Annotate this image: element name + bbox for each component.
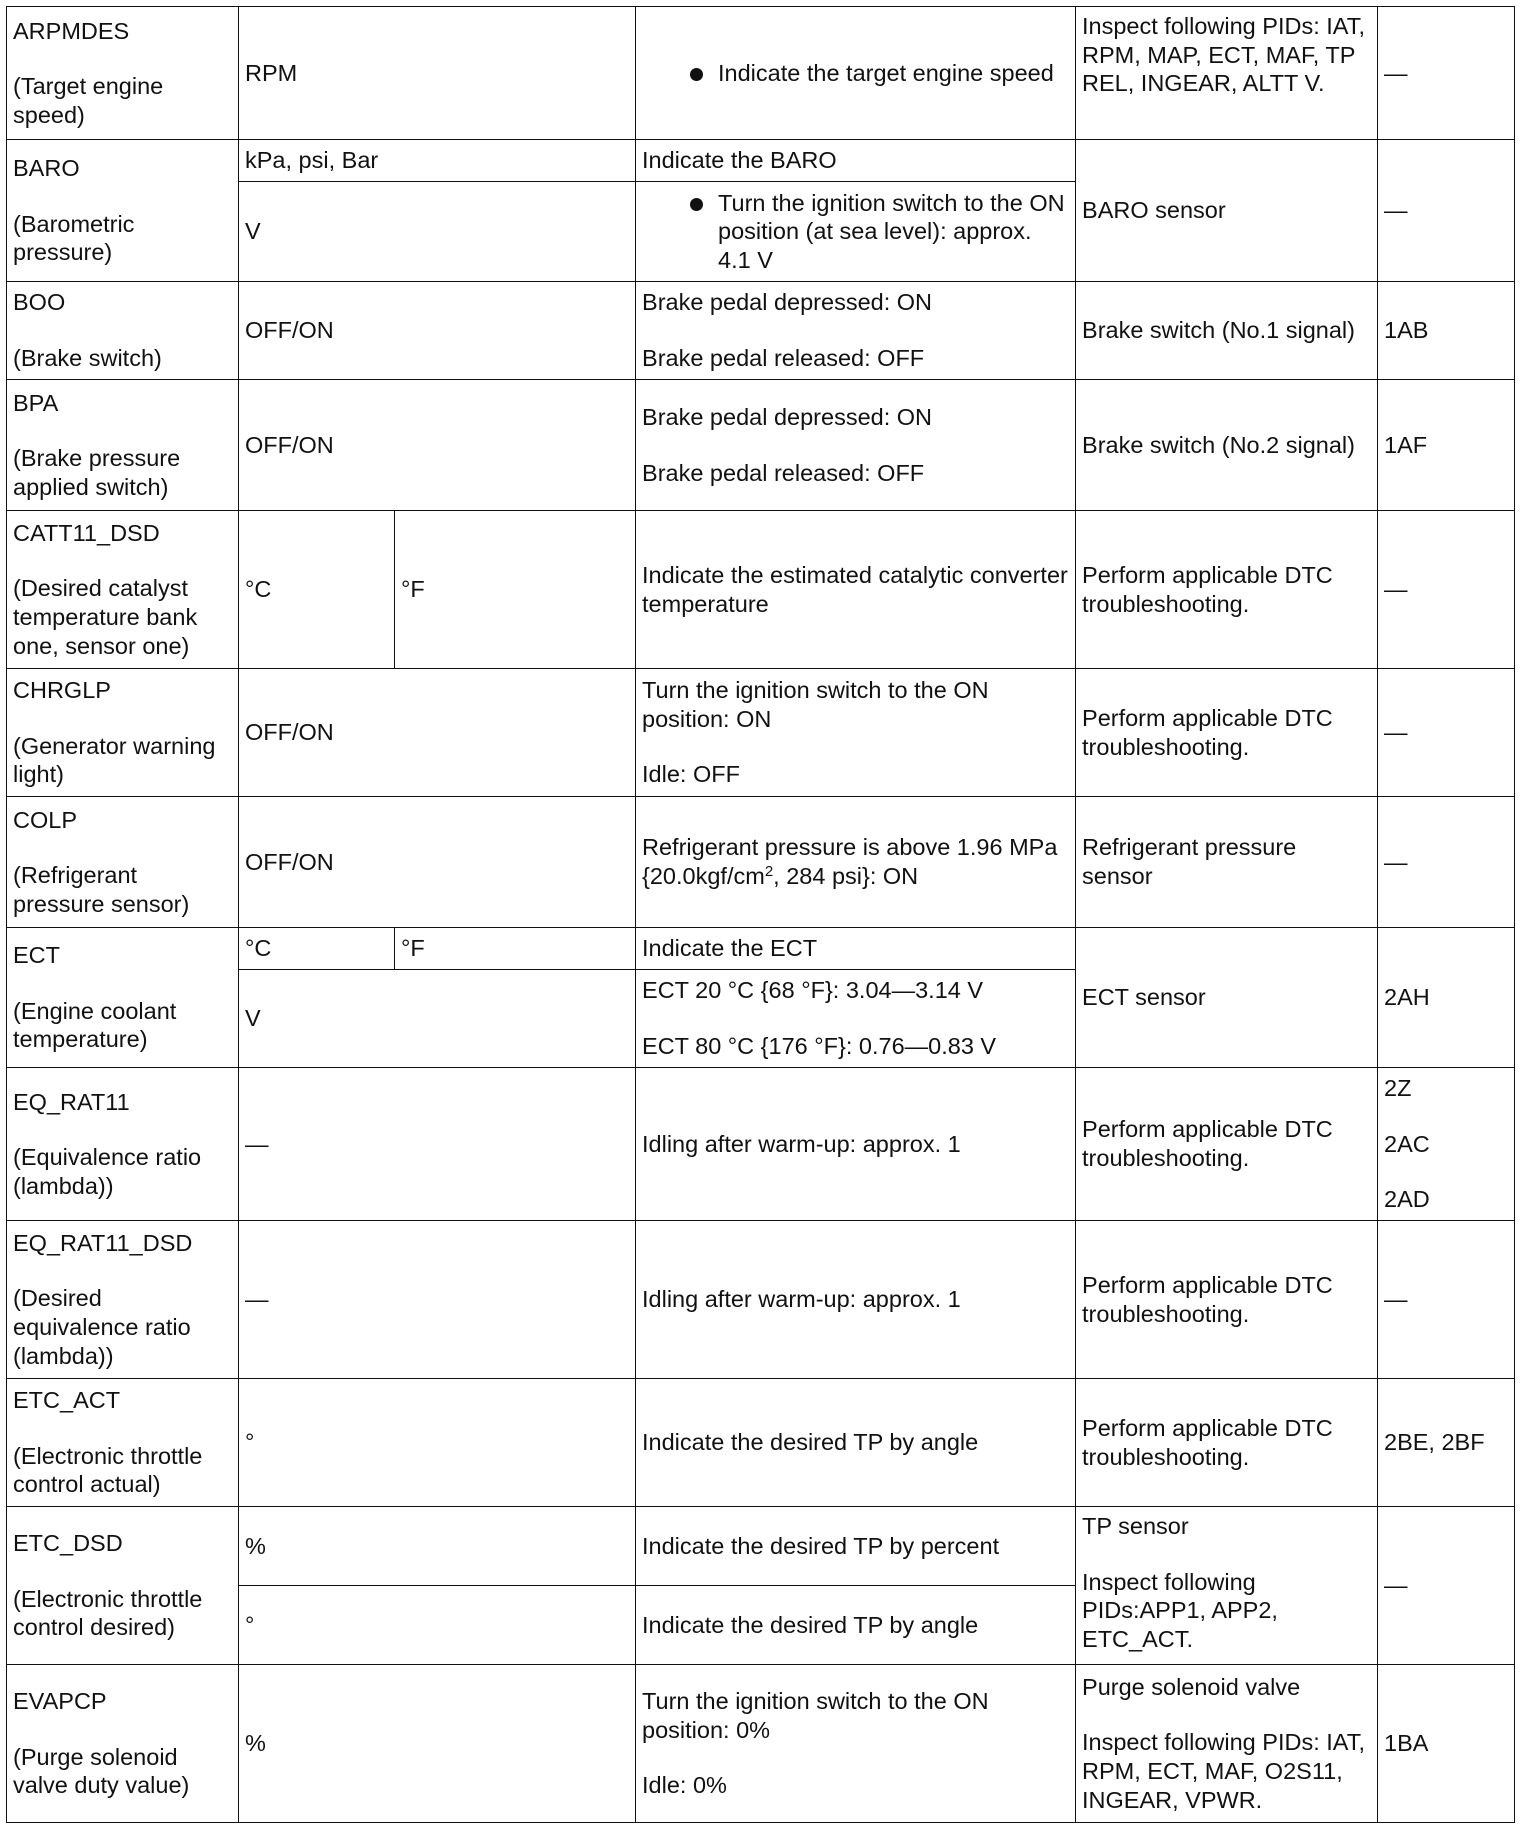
unit-cell-fahrenheit: °F [395,928,636,970]
pid-name: (Generator warning light) [13,732,216,788]
terminal-cell [1378,1068,1515,1221]
pid-name: (Brake switch) [13,345,162,371]
action-cell: Refrigerant pressure sensor [1076,797,1378,928]
pid-cell [7,797,239,928]
pid-name: (Target engine speed) [13,73,164,128]
condition-cell [636,182,1076,282]
condition-line: Idle: 0% [642,1772,727,1799]
table-row-arpmdes [7,7,1515,140]
condition-cell: Idling after warm-up: approx. 1 [636,1068,1076,1221]
action-line: TP sensor [1082,1513,1189,1539]
pid-code: ETC_ACT [13,1387,121,1414]
pid-name: (Brake pressure applied switch) [13,445,181,500]
condition-line: Brake pedal released: OFF [642,345,925,371]
terminal-cell: — [1378,1507,1515,1665]
pid-name: (Equivalence ratio (lambda)) [13,1144,202,1199]
pid-name: (Refrigerant pressure sensor) [13,862,190,917]
condition-cell [636,1665,1076,1823]
terminal-cell: 1BA [1378,1665,1515,1823]
condition-cell: Indicate the desired TP by percent [636,1507,1076,1586]
condition-cell [636,797,1076,928]
action-cell: Brake switch (No.2 signal) [1076,380,1378,511]
action-cell: Brake switch (No.1 signal) [1076,282,1378,380]
terminal-cell: — [1378,140,1515,282]
table-row-chrglp [7,669,1515,797]
action-line: Purge solenoid valve [1082,1673,1301,1700]
condition-bullet: Turn the ignition switch to the ON position (at sea level): approx. 4.1 V [642,189,1069,275]
condition-line: Turn the ignition switch to the ON position: ON [642,677,989,732]
pid-name: (Electronic throttle control actual) [13,1442,203,1498]
action-line: Inspect following PIDs: IAT, RPM, ECT, MAF, O2S11, INGEAR, VPWR. [1082,1729,1366,1813]
condition-text: , 284 psi}: ON [773,863,919,889]
pid-code: EQ_RAT11_DSD [13,1229,193,1256]
pid-name: (Desired catalyst temperature bank one, sensor one) [13,575,198,659]
terminal-cell: 2AH [1378,928,1515,1068]
condition-cell: Indicate the ECT [636,928,1076,970]
unit-cell-celsius: °C [239,511,395,669]
pid-code: BPA [13,389,59,416]
pid-code: ETC_DSD [13,1530,123,1557]
unit-cell: kPa, psi, Bar [239,140,636,182]
pid-cell [7,7,239,140]
condition-line: Brake pedal depressed: ON [642,289,933,316]
table-row-catt11-dsd [7,511,1515,669]
action-cell [1076,1507,1378,1665]
unit-cell: ° [239,1586,636,1665]
condition-cell [636,7,1076,140]
pid-code: CHRGLP [13,677,111,704]
pid-code: EVAPCP [13,1688,107,1715]
unit-cell: — [239,1068,636,1221]
pid-cell [7,1221,239,1379]
action-cell: Perform applicable DTC troubleshooting. [1076,1221,1378,1379]
table-row-colp [7,797,1515,928]
pid-code: BARO [13,155,80,182]
condition-line: Brake pedal depressed: ON [642,403,933,430]
terminal-code: 2AC [1384,1130,1430,1157]
pid-cell [7,511,239,669]
pid-cell [7,1068,239,1221]
condition-cell: Indicate the desired TP by angle [636,1586,1076,1665]
unit-cell: % [239,1665,636,1823]
condition-bullet: Indicate the target engine speed [642,59,1069,88]
terminal-cell: — [1378,7,1515,140]
unit-cell: V [239,182,636,282]
table-row-baro [7,140,1515,182]
table-row-bpa [7,380,1515,511]
pid-code: EQ_RAT11 [13,1088,130,1115]
condition-cell [636,669,1076,797]
action-cell: BARO sensor [1076,140,1378,282]
pid-code: COLP [13,806,77,833]
unit-cell-celsius: °C [239,928,395,970]
unit-cell: % [239,1507,636,1586]
action-cell: Perform applicable DTC troubleshooting. [1076,1379,1378,1507]
action-cell [1076,1665,1378,1823]
pid-name: (Purge solenoid valve duty value) [13,1743,190,1799]
unit-cell: OFF/ON [239,669,636,797]
terminal-cell: — [1378,797,1515,928]
action-cell: Inspect following PIDs: IAT, RPM, MAP, ECT, MAF, TP REL, INGEAR, ALTT V. [1076,7,1378,140]
unit-cell: OFF/ON [239,797,636,928]
condition-line: Brake pedal released: OFF [642,459,925,486]
condition-cell: Indicate the estimated catalytic converter temperature [636,511,1076,669]
pid-cell [7,282,239,380]
pid-code: CATT11_DSD [13,519,160,546]
pid-cell [7,1379,239,1507]
pid-cell [7,380,239,511]
unit-cell: OFF/ON [239,380,636,511]
pid-cell [7,928,239,1068]
terminal-code: 2AD [1384,1186,1430,1213]
condition-cell [636,282,1076,380]
action-line: Inspect following PIDs:APP1, APP2, ETC_ACT. [1082,1568,1278,1652]
unit-cell: ° [239,1379,636,1507]
action-cell: Perform applicable DTC troubleshooting. [1076,669,1378,797]
condition-cell: Indicate the desired TP by angle [636,1379,1076,1507]
terminal-code: 2Z [1384,1075,1412,1102]
table-row-etc-dsd [7,1507,1515,1586]
pid-cell [7,669,239,797]
pid-name: (Engine coolant temperature) [13,997,177,1053]
unit-cell: V [239,970,636,1068]
condition-line: Idle: OFF [642,761,740,788]
superscript: 2 [764,863,774,880]
action-cell: Perform applicable DTC troubleshooting. [1076,511,1378,669]
condition-line: ECT 80 °C {176 °F}: 0.76—0.83 V [642,1033,997,1059]
table-row-boo [7,282,1515,380]
pid-code: BOO [13,289,66,316]
condition-line: ECT 20 °C {68 °F}: 3.04—3.14 V [642,977,984,1004]
table-row-etc-act [7,1379,1515,1507]
pid-name: (Desired equivalence ratio (lambda)) [13,1285,191,1369]
terminal-cell: 2BE, 2BF [1378,1379,1515,1507]
terminal-cell: 1AB [1378,282,1515,380]
condition-cell [636,380,1076,511]
action-cell: Perform applicable DTC troubleshooting. [1076,1068,1378,1221]
pid-code: ARPMDES [13,17,130,44]
terminal-cell: — [1378,669,1515,797]
terminal-cell: — [1378,511,1515,669]
terminal-cell: 1AF [1378,380,1515,511]
pid-code: ECT [13,942,60,969]
unit-cell: — [239,1221,636,1379]
condition-cell: Indicate the BARO [636,140,1076,182]
terminal-cell: — [1378,1221,1515,1379]
condition-cell: Idling after warm-up: approx. 1 [636,1221,1076,1379]
condition-cell [636,970,1076,1068]
table-row-eq-rat11 [7,1068,1515,1221]
condition-line: Turn the ignition switch to the ON position: 0% [642,1688,989,1743]
unit-cell: OFF/ON [239,282,636,380]
pid-name: (Electronic throttle control desired) [13,1585,203,1641]
pid-cell [7,140,239,282]
unit-cell: RPM [239,7,636,140]
table-row-ect [7,928,1515,970]
table-row-eq-rat11-dsd [7,1221,1515,1379]
action-cell: ECT sensor [1076,928,1378,1068]
pid-name: (Barometric pressure) [13,210,135,266]
pid-table [6,6,1515,1823]
table-row-evapcp [7,1665,1515,1823]
unit-cell-fahrenheit: °F [395,511,636,669]
pid-cell [7,1665,239,1823]
condition-text: Refrigerant pressure is above 1.96 MPa {20.0kgf/cm [642,834,1058,889]
pid-cell [7,1507,239,1665]
